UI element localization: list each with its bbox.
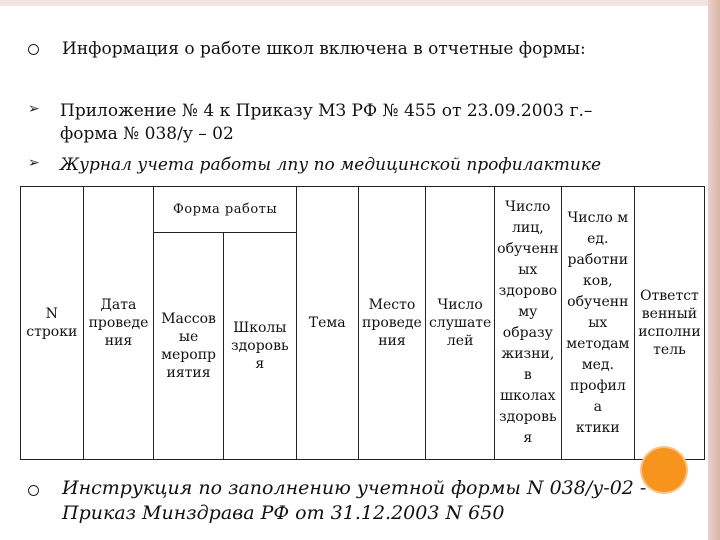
bullet-text <box>62 476 646 526</box>
bullet-text: Информация о работе школ включена в отчетные формы: <box>62 39 586 59</box>
bullet-item-appendix <box>28 100 592 146</box>
header-trained-persons: Число лиц, обученн ых здорово му образу жизни, в школах здоровь я <box>494 187 561 460</box>
header-mass-events: Массов ые меропр иятия <box>154 233 223 460</box>
header-form-of-work: Форма работы <box>154 187 297 233</box>
arrow-bullet-icon: ➢ <box>28 155 40 171</box>
right-border-decoration <box>708 0 720 540</box>
circle-bullet-icon <box>28 44 39 55</box>
header-n-row: N строки <box>21 187 84 460</box>
header-place: Место проведе ния <box>358 187 426 460</box>
bullet-text <box>60 100 592 146</box>
top-border <box>0 0 720 6</box>
bullet-line: Приказ Минздрава РФ от 31.12.2003 N 650 <box>62 502 505 524</box>
arrow-bullet-icon: ➢ <box>28 101 40 117</box>
header-date: Дата проведе ния <box>83 187 154 460</box>
header-topic: Тема <box>296 187 358 460</box>
bullet-line: форма № 038/у – 02 <box>60 124 234 144</box>
bullet-item-journal <box>28 154 601 177</box>
circle-bullet-icon <box>28 485 39 496</box>
header-health-schools: Школы здоровь я <box>223 233 296 460</box>
header-medical-staff: Число м ед. работни ков, обученн ых методам мед. профил а ктики <box>561 187 634 460</box>
orange-circle-decoration <box>642 448 686 492</box>
header-responsible: Ответст венный исполни тель <box>634 187 704 460</box>
bullet-item-instruction <box>28 476 646 526</box>
bullet-text: Журнал учета работы лпу по медицинской профилактике <box>60 155 602 175</box>
bullet-item-info <box>28 38 586 61</box>
header-listeners: Число слушате лей <box>426 187 495 460</box>
bullet-line: Инструкция по заполнению учетной формы N 038/у-02 - <box>62 477 647 499</box>
journal-form-table <box>20 186 705 460</box>
bullet-line: Приложение № 4 к Приказу МЗ РФ № 455 от 23.09.2003 г.– <box>60 101 593 121</box>
